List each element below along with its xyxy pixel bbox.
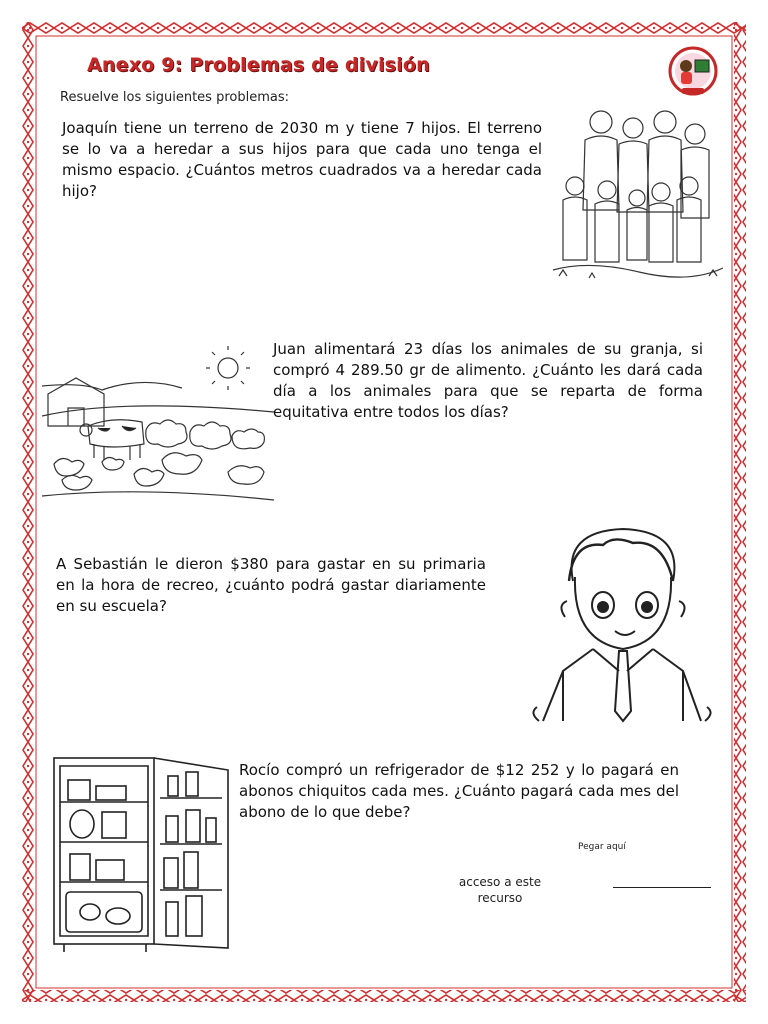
- fridge-illustration-icon: [50, 752, 236, 956]
- farm-illustration-icon: [42, 346, 274, 508]
- resource-access-label: acceso a este recurso: [458, 875, 542, 905]
- paste-line: [613, 887, 711, 888]
- problem-2-text: Juan alimentará 23 días los animales de su granja, si compró 4 289.50 gr de alimento. ¿Cuánto les dará cada día a los animales para que se reparta de forma equitativa entre todos los días?: [273, 340, 703, 421]
- problem-3-text: A Sebastián le dieron $380 para gastar en su primaria en la hora de recreo, ¿cuánto podrá gastar diariamente en su escuela?: [56, 555, 486, 615]
- problem-4-text: Rocío compró un refrigerador de $12 252 y lo pagará en abonos chiquitos cada mes. ¿Cuánto pagará cada mes del abono de lo que debe?: [239, 761, 679, 821]
- paste-here-label: Pegar aquí: [578, 842, 626, 852]
- boy-illustration-icon: [523, 521, 719, 725]
- page-title: Anexo 9: Problemas de división: [87, 54, 430, 76]
- instructions: Resuelve los siguientes problemas:: [60, 90, 289, 105]
- problem-1-text: Joaquín tiene un terreno de 2030 m y tiene 7 hijos. El terreno se lo va a heredar a sus hijos para que cada uno tenga el mismo espacio. ¿Cuántos metros cuadrados va a heredar cada hijo?: [62, 119, 542, 200]
- family-illustration-icon: [549, 100, 727, 282]
- logo-badge-icon: [668, 46, 718, 98]
